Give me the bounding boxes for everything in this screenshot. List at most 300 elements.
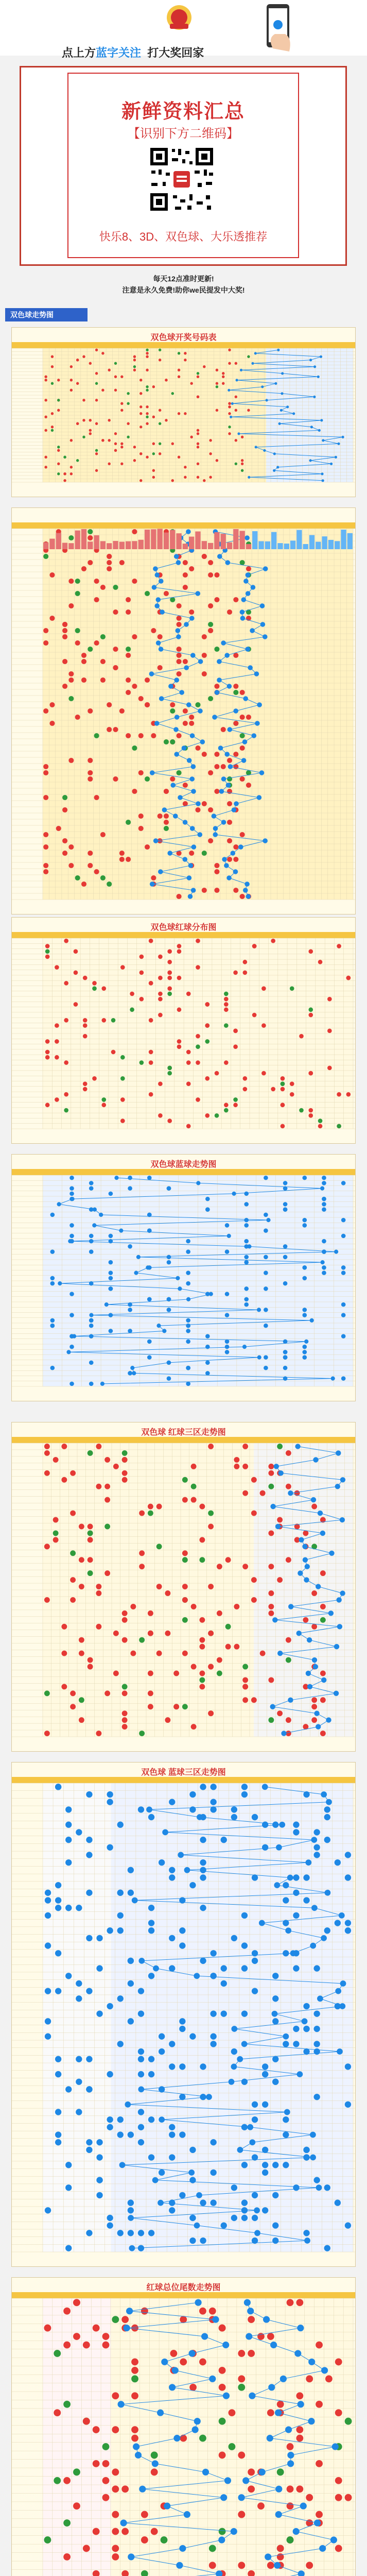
number-ball [191,1664,197,1670]
trend-point [320,1187,324,1191]
trend-point [221,820,226,825]
trend-point [241,2041,248,2047]
trend-point [310,1318,314,1323]
number-ball [210,2170,216,2176]
number-ball [327,1065,332,1070]
number-ball [313,2026,320,2032]
number-ball [121,2485,129,2493]
number-ball [122,1477,128,1483]
trend-point [72,1334,76,1338]
trend-point [257,702,262,707]
number-ball [69,1186,74,1191]
trend-point [146,1265,150,1269]
trend-chart-1 [11,327,356,497]
number-ball [335,1920,341,1926]
number-ball [210,2010,216,2016]
trend-point [156,597,161,602]
number-ball [186,992,191,996]
trend-point [225,560,231,565]
number-ball [117,1912,124,1919]
number-ball [117,2230,124,2236]
chart-title: 双色球蓝球走势图 [150,1160,217,1169]
number-ball [63,472,66,475]
number-ball [345,2494,352,2501]
number-ball [86,2139,92,2145]
number-ball [96,1584,101,1589]
trend-point [263,449,266,452]
trend-point [173,727,179,732]
number-ball [177,653,182,658]
number-ball [186,1081,191,1086]
chart-title: 双色球开奖号码表 [150,333,217,342]
number-ball [89,432,92,435]
trend-point [234,801,239,806]
number-ball [177,647,182,652]
number-ball [107,1844,113,1851]
trend-point [319,2545,326,2552]
number-ball [324,1806,330,1812]
number-ball [130,1007,134,1012]
number-ball [65,1905,72,1911]
number-ball [55,1023,59,1028]
trend-point [310,426,313,428]
number-ball [247,355,250,358]
trend-point [176,628,181,633]
number-ball [241,1784,248,1790]
number-ball [139,997,144,1002]
number-ball [122,1710,128,1716]
promo-poster [20,66,347,266]
frequency-bar [138,540,144,549]
number-ball [107,1799,113,1805]
number-ball [88,647,93,652]
number-ball [108,439,110,442]
number-ball [199,1637,205,1643]
number-ball [268,1464,274,1469]
number-ball [89,419,92,421]
number-ball [88,770,93,775]
trend-point [321,1260,325,1264]
number-ball [268,1590,274,1596]
number-ball [268,1484,274,1489]
trend-point [183,820,188,825]
number-ball [109,1329,113,1333]
number-ball [197,463,199,465]
trend-point [326,1799,332,1805]
number-ball [62,838,67,843]
number-ball [93,2325,100,2332]
trend-point [259,770,265,775]
number-ball [248,2350,255,2357]
number-ball [53,1517,59,1523]
trend-point [184,622,189,627]
number-ball [126,609,131,615]
number-ball [139,970,144,975]
number-ball [112,2545,119,2552]
chart-grid-5 [12,1422,356,1752]
number-ball [55,1950,61,1956]
frequency-bar [265,541,270,549]
trend-point [337,443,340,445]
number-ball [128,1244,132,1249]
number-ball [81,677,86,683]
number-ball [171,479,174,482]
number-ball [146,422,148,425]
number-ball [306,2562,313,2569]
number-ball [49,572,55,578]
number-ball [128,2131,134,2138]
trend-point [197,1814,203,1820]
trend-point [316,2184,322,2191]
number-ball [120,402,123,405]
number-ball [224,1060,229,1065]
number-ball [217,1564,222,1569]
trend-point [176,560,181,565]
trend-point [332,2443,339,2450]
number-ball [341,1270,346,1275]
trend-point [215,690,220,695]
number-ball [88,851,93,856]
number-ball [197,432,199,435]
trend-point [159,579,164,584]
number-ball [196,1097,200,1102]
number-ball [264,1213,268,1217]
number-ball [186,1329,190,1333]
number-ball [177,1007,182,1012]
number-ball [119,851,125,856]
trend-point [259,1920,265,1926]
trend-point [138,1958,145,1964]
number-ball [318,1124,323,1129]
number-ball [199,1617,205,1623]
number-ball [225,1345,230,1349]
trend-point [222,857,227,862]
number-ball [145,677,150,683]
trend-point [270,2342,277,2348]
number-ball [217,1611,222,1616]
number-ball [233,857,238,862]
number-ball [184,412,186,415]
trend-point [183,857,188,862]
trend-point [156,1324,161,1328]
trend-point [304,2238,310,2244]
number-ball [158,634,163,639]
number-ball [227,838,232,843]
number-ball [208,1584,214,1589]
trend-point [299,1537,304,1543]
number-ball [102,2477,110,2484]
trend-point [224,752,230,757]
number-ball [101,389,104,392]
trend-point [263,634,268,639]
trend-point [307,1637,312,1642]
number-ball [293,2184,299,2191]
trend-point [287,2452,294,2459]
trend-point [187,758,192,763]
number-ball [102,2333,110,2340]
number-ball [126,733,131,738]
trend-point [283,2033,289,2040]
number-ball [302,1313,307,1317]
number-ball [64,981,68,986]
number-ball [341,1234,346,1239]
number-ball [89,1318,94,1323]
number-ball [189,609,194,615]
number-ball [205,1361,210,1365]
number-ball [44,1444,50,1449]
number-ball [308,1108,313,1113]
trend-point [329,1551,334,1556]
trend-point [158,2200,164,2206]
number-ball [186,1050,191,1055]
chart-grid-6 [12,1762,356,2267]
number-ball [57,379,60,381]
number-ball [70,1577,76,1583]
number-ball [337,1092,341,1097]
number-ball [100,832,106,837]
qr-code-icon[interactable] [148,146,215,213]
number-ball [82,355,85,358]
number-ball [214,684,219,689]
trend-point [188,863,194,868]
trend-point [274,2562,281,2569]
trend-point [66,1350,71,1354]
trend-point [170,783,176,788]
trend-point [186,529,191,534]
number-ball [88,1523,93,1529]
number-ball [70,1550,76,1556]
trend-point [310,1943,316,1949]
number-ball [159,422,161,425]
number-ball [180,2435,187,2442]
trend-point [275,2486,282,2493]
number-ball [182,1557,188,1563]
number-ball [167,992,172,996]
number-ball [107,2222,113,2228]
number-ball [272,1995,278,2002]
number-ball [241,2199,248,2206]
number-ball [302,1223,307,1228]
trend-point [160,609,165,615]
trend-point [325,1890,331,1896]
number-ball [57,446,60,448]
trend-point [217,677,222,683]
number-ball [141,2308,148,2315]
number-ball [70,439,73,442]
number-ball [233,653,238,658]
update-notice [0,273,367,296]
trend-point [104,1302,109,1307]
number-ball [64,1018,68,1023]
trend-point [284,2109,290,2115]
trend-point [247,2308,254,2314]
trend-point [276,466,279,468]
number-ball [199,2358,206,2365]
frequency-bar [107,543,112,549]
number-ball [209,476,212,479]
number-ball [74,1002,78,1007]
number-ball [100,875,106,880]
frequency-bar [252,531,257,549]
number-ball [149,939,153,943]
number-ball [191,1464,197,1469]
number-ball [159,349,161,351]
number-ball [145,776,150,782]
frequency-bar [189,537,194,549]
trend-point [237,432,240,435]
number-ball [62,634,67,639]
number-ball [320,1670,326,1676]
number-ball [241,1912,248,1919]
number-ball [63,2308,71,2315]
number-ball [96,1444,101,1449]
number-ball [127,422,129,425]
number-ball [189,1791,196,1798]
number-ball [208,603,213,608]
number-ball [252,1013,257,1018]
frequency-bar [202,541,207,549]
trend-point [310,2155,316,2161]
number-ball [179,2131,185,2138]
number-ball [169,1867,175,1873]
trend-point [58,1281,62,1285]
number-ball [169,1935,175,1941]
trend-point [169,2384,176,2391]
number-ball [268,1677,274,1683]
number-ball [152,452,155,455]
number-ball [208,1710,214,1716]
trend-point [128,2215,134,2221]
frequency-bar [49,539,55,549]
number-ball [189,851,194,856]
frequency-bar [88,541,93,549]
poster-title: 新鲜资料汇总 [121,101,245,123]
number-ball [209,2562,216,2569]
trend-point [240,369,242,371]
number-ball [49,616,55,621]
number-ball [183,708,188,714]
number-ball [93,2528,100,2535]
number-ball [61,1444,67,1449]
number-ball [248,2485,255,2493]
number-ball [146,349,148,351]
number-ball [296,2485,303,2493]
number-ball [43,770,48,775]
number-ball [79,1717,84,1723]
number-ball [210,1806,216,1812]
frequency-bar [328,540,334,549]
trend-point [300,2503,307,2510]
number-ball [281,1081,285,1086]
number-ball [252,2192,258,2198]
number-ball [92,1076,97,1081]
number-ball [177,976,182,980]
number-ball [252,944,257,948]
number-ball [320,1697,326,1703]
number-ball [200,1867,206,1873]
number-ball [227,776,232,782]
number-ball [95,399,98,401]
number-ball [45,949,50,954]
number-ball [165,1717,170,1723]
number-ball [95,449,98,452]
number-ball [229,2409,236,2416]
number-ball [113,665,118,670]
number-ball [277,1710,283,1716]
frequency-bar [277,543,283,549]
number-ball [182,1597,188,1603]
number-ball [225,1557,231,1563]
number-ball [148,1631,153,1636]
trend-point [152,2460,159,2467]
number-ball [138,814,144,819]
number-ball [179,2192,185,2198]
number-ball [244,1255,249,1260]
number-ball [316,2460,323,2467]
trend-point [342,436,344,438]
number-ball [337,944,341,948]
number-ball [286,1637,291,1643]
chart-header-strip [12,932,356,938]
number-ball [199,1557,205,1563]
number-ball [242,1664,248,1670]
number-ball [120,1118,125,1123]
number-ball [199,2435,206,2442]
number-ball [83,2545,90,2552]
number-ball [322,1202,326,1207]
trend-point [305,1859,311,1866]
trend-point [321,1935,327,1941]
number-ball [191,1724,197,1730]
number-ball [44,429,47,432]
section-tab-ssq-trend[interactable]: 双色球走势图 [5,308,88,321]
number-ball [86,1935,92,1941]
number-ball [231,1814,237,1820]
number-ball [238,2511,245,2518]
number-ball [200,1859,206,1866]
trend-point [198,832,203,837]
number-ball [73,2299,80,2306]
number-ball [89,1361,94,1365]
frequency-bar [195,532,200,549]
number-ball [107,554,112,559]
number-ball [107,2116,113,2123]
number-ball [101,1018,106,1023]
number-ball [101,439,104,442]
number-ball [186,1060,191,1065]
number-ball [170,739,175,744]
frequency-bar [43,543,48,549]
number-ball [81,882,86,887]
number-ball [139,412,142,415]
number-ball [61,1684,67,1689]
trend-point [118,2401,125,2408]
number-ball [217,1657,222,1663]
follow-highlight[interactable]: 蓝字关注 [96,46,142,59]
number-ball [283,1181,288,1185]
number-ball [286,1450,291,1456]
number-ball [65,2245,72,2251]
number-ball [146,412,148,415]
number-ball [148,1814,154,1820]
number-ball [182,1477,188,1483]
number-ball [335,1859,341,1866]
number-ball [89,429,92,432]
trend-point [273,452,276,455]
number-ball [94,869,99,874]
number-ball [96,2139,102,2145]
number-ball [73,2333,80,2340]
